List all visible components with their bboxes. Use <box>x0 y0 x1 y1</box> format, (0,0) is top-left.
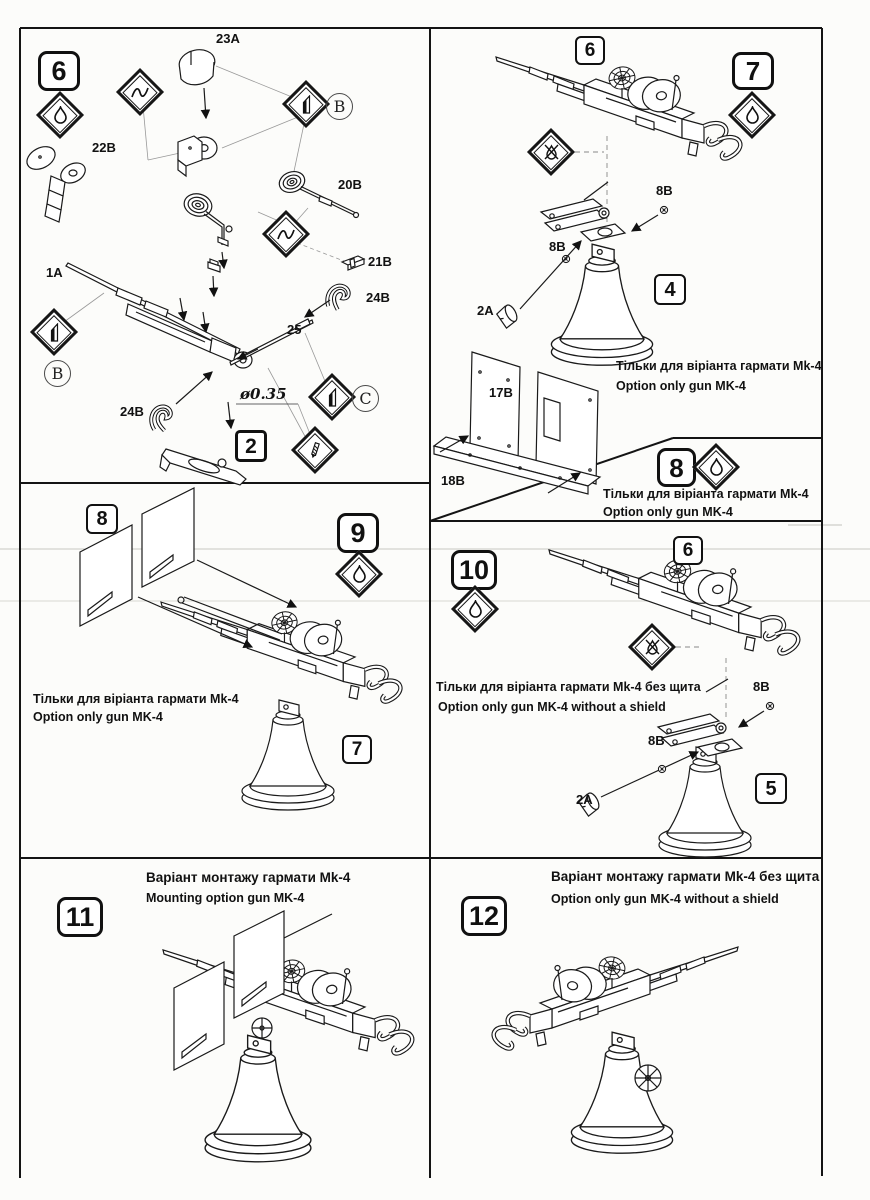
note-step10-english: Option only gun MK-4 without a shield <box>438 700 666 714</box>
step-badge-11: 11 <box>57 897 103 937</box>
part-label-8b: 8B <box>753 679 770 694</box>
bend-icon <box>272 220 300 248</box>
glue-drop-icon <box>46 101 74 129</box>
glue-drop-icon <box>461 595 489 623</box>
part-label-18b: 18B <box>441 473 465 488</box>
step-badge-8: 8 <box>657 448 696 487</box>
glue-drop-icon <box>702 453 730 481</box>
part-label-2a: 2A <box>477 303 494 318</box>
fret-letter-b: B <box>44 360 71 387</box>
title-step11-english: Mounting option gun MK-4 <box>146 891 305 905</box>
step-badge-7: 7 <box>732 52 774 90</box>
step-badge-10: 10 <box>451 550 497 590</box>
step-badge-9: 9 <box>337 513 379 553</box>
no-glue-icon <box>537 138 565 166</box>
knife-icon <box>292 90 320 118</box>
ref-badge-6-gun-2: 6 <box>673 536 703 565</box>
ref-badge-4-pedestal: 4 <box>654 274 686 305</box>
step-badge-6: 6 <box>38 51 80 91</box>
part-label-1a: 1A <box>46 265 63 280</box>
glue-drop-icon <box>738 101 766 129</box>
note-step10-ukrainian: Тільки для віріанта гармати Mk-4 без щита <box>436 680 701 694</box>
title-step12-ukrainian: Варіант монтажу гармати Mk-4 без щита <box>551 869 820 884</box>
part-label-22b: 22B <box>92 140 116 155</box>
part-label-8b: 8B <box>656 183 673 198</box>
fret-letter-c: C <box>352 385 379 412</box>
note-step7-english: Option only gun MK-4 <box>616 379 746 393</box>
fret-letter-b: B <box>326 93 353 120</box>
title-step12-english: Option only gun MK-4 without a shield <box>551 892 779 906</box>
note-step9-english: Option only gun MK-4 <box>33 710 163 724</box>
part-label-8b: 8B <box>549 239 566 254</box>
panel-step11-art <box>163 911 412 1162</box>
part-label-20b: 20B <box>338 177 362 192</box>
knife-icon <box>318 383 346 411</box>
ref-badge-7-mount: 7 <box>342 735 372 764</box>
note-step9-ukrainian: Тільки для віріанта гармати Mk-4 <box>33 692 239 706</box>
part-label-24b: 24B <box>120 404 144 419</box>
panel-step7-art <box>434 57 740 494</box>
drill-diameter-note: ø0.35 <box>240 385 287 403</box>
panel-step12-art <box>494 947 738 1153</box>
note-step8-english: Option only gun MK-4 <box>603 505 733 519</box>
bend-icon <box>126 78 154 106</box>
note-step8-ukrainian: Тільки для віріанта гармати Mk-4 <box>603 487 809 501</box>
no-glue-icon <box>638 633 666 661</box>
ref-badge-2-cradle: 2 <box>235 430 267 462</box>
part-label-23a: 23A <box>216 31 240 46</box>
ref-badge-5-pedestal: 5 <box>755 773 787 804</box>
knife-icon <box>40 318 68 346</box>
part-label-21b: 21B <box>368 254 392 269</box>
part-label-2a: 2A <box>576 792 593 807</box>
part-label-25: 25 <box>287 322 302 337</box>
step-badge-12: 12 <box>461 896 507 936</box>
note-step7-ukrainian: Тільки для віріанта гармати Mk-4 <box>616 359 822 373</box>
part-label-8b: 8B <box>648 733 665 748</box>
part-label-17b: 17B <box>489 385 513 400</box>
part-label-24b: 24B <box>366 290 390 305</box>
ref-badge-8-shield: 8 <box>86 504 118 534</box>
drill-bit-icon <box>301 436 329 464</box>
ref-badge-6-gun: 6 <box>575 36 605 65</box>
title-step11-ukrainian: Варіант монтажу гармати Mk-4 <box>146 870 351 885</box>
glue-drop-icon <box>345 560 373 588</box>
